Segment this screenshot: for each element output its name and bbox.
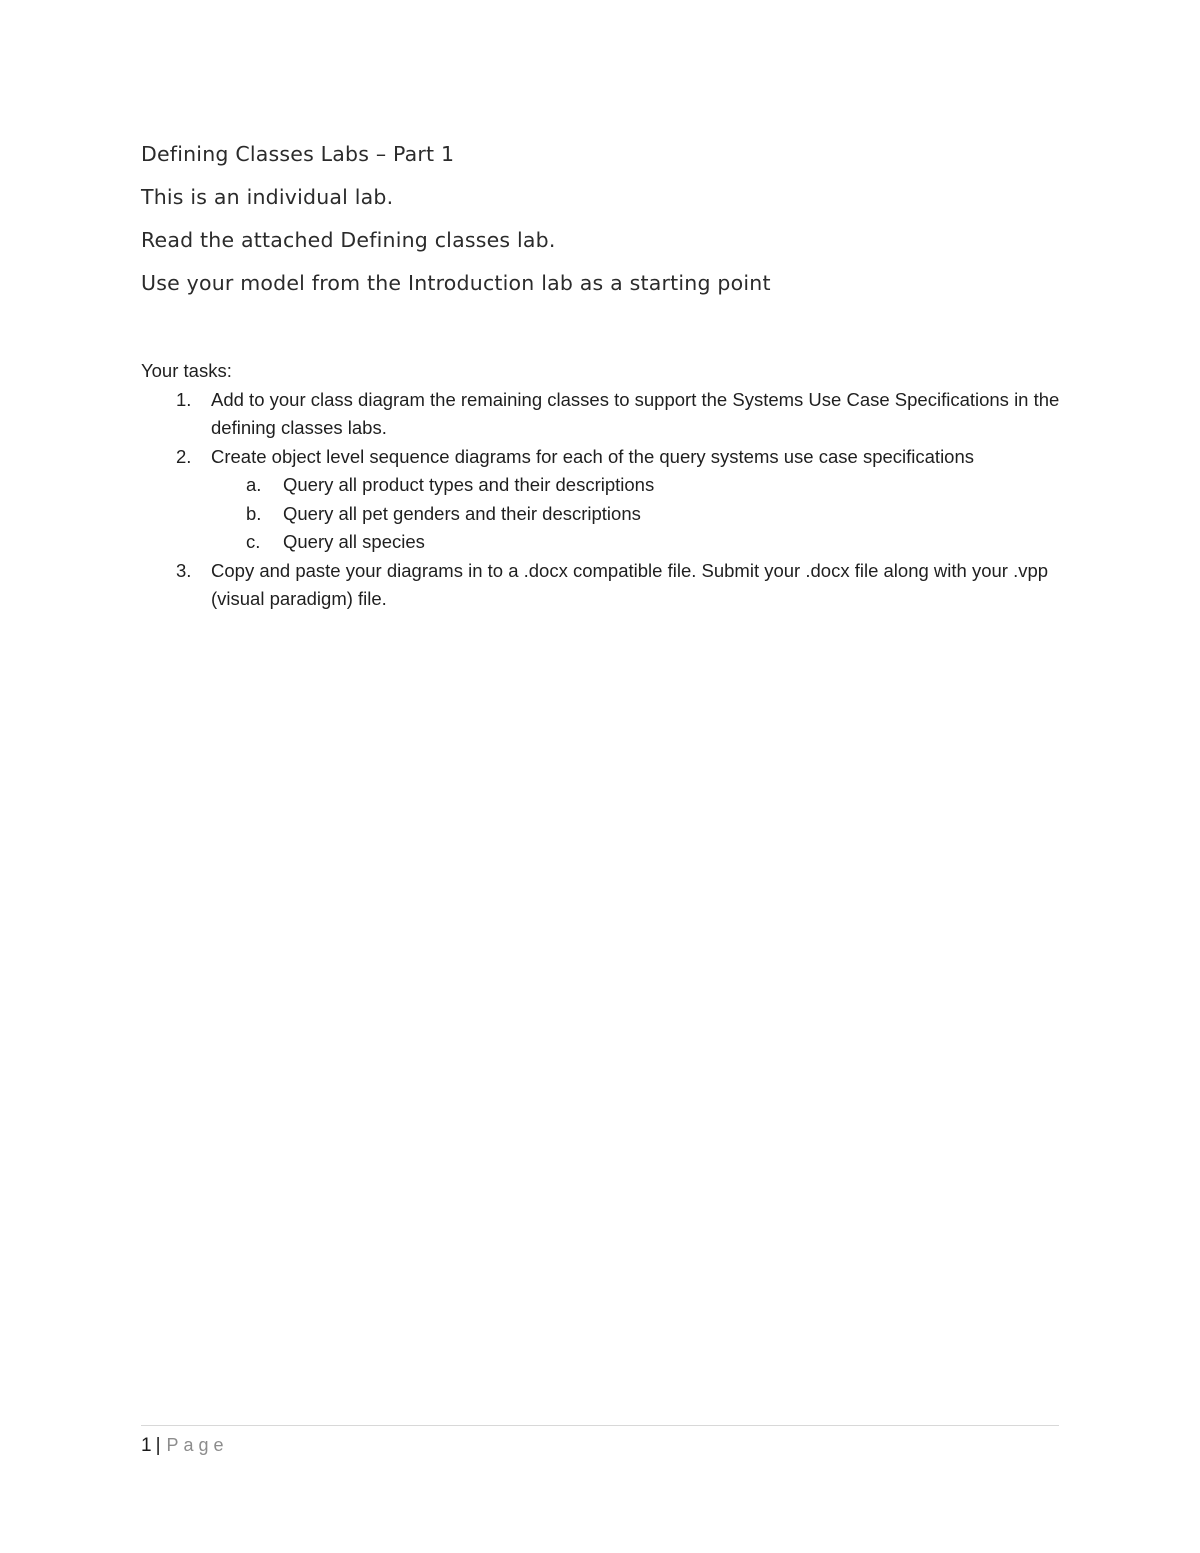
list-item [141, 386, 1061, 443]
list-item [211, 528, 1061, 557]
intro-section [141, 140, 771, 312]
list-number: 1. [176, 388, 192, 410]
footer-separator: | [155, 1435, 161, 1456]
subtask-text: Query all species [283, 531, 425, 552]
list-letter: a. [246, 474, 262, 495]
task-list [141, 386, 1061, 614]
subtask-text: Query all pet genders and their descriptions [283, 502, 641, 524]
page-footer [141, 1431, 229, 1460]
tasks-section [141, 357, 1061, 614]
list-number: 3. [176, 559, 192, 581]
subtask-text: Query all product types and their descriptions [283, 474, 655, 495]
list-item [211, 500, 1061, 529]
intro-line-read: Read the attached Defining classes lab. [141, 228, 556, 252]
subtask-list [211, 471, 1061, 557]
tasks-heading: Your tasks: [141, 360, 232, 381]
task-text: Add to your class diagram the remaining classes to support the Systems Use Case Specifications in the defining classes labs. [211, 388, 1060, 438]
list-letter: b. [246, 502, 262, 524]
page-label: Page [166, 1435, 229, 1455]
list-item [211, 471, 1061, 500]
intro-line-model: Use your model from the Introduction lab as a starting point [141, 271, 771, 295]
document-title: Defining Classes Labs – Part 1 [141, 142, 455, 166]
intro-line-individual: This is an individual lab. [141, 185, 394, 209]
list-letter: c. [246, 531, 261, 552]
list-item [141, 557, 1061, 614]
page-number: 1 [141, 1435, 152, 1456]
list-number: 2. [176, 445, 192, 467]
task-text: Copy and paste your diagrams in to a .docx compatible file. Submit your .docx file along with your .vpp (visual paradigm) file. [211, 559, 1049, 609]
list-item [141, 443, 1061, 557]
footer-divider [141, 1425, 1059, 1426]
task-text: Create object level sequence diagrams for each of the query systems use case specifications [211, 445, 975, 467]
